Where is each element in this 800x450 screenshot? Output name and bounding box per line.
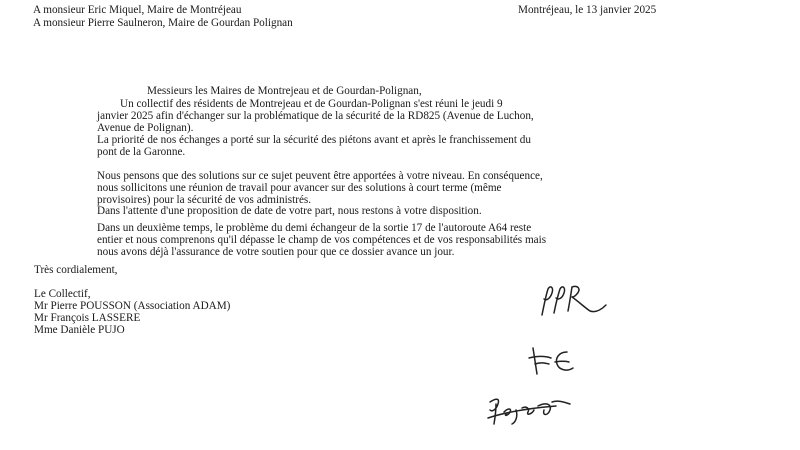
paragraph-line: janvier 2025 afin d'échanger sur la problématique de la sécurité de la RD825 (Avenue de Luchon, — [97, 110, 534, 122]
paragraph-line: Un collectif des résidents de Montrejeau et de Gourdan-Polignan s'est réuni le jeudi 9 — [120, 98, 503, 110]
paragraph-solutions — [97, 170, 543, 206]
paragraph-line: La priorité de nos échanges a porté sur la sécurité des piétons avant et après le franchissement du — [97, 134, 531, 146]
paragraph-line: nous avons déjà l'assurance de votre soutien pour que ce dossier avance un jour. — [97, 246, 455, 258]
paragraph-line: Dans l'attente d'une proposition de date de votre part, nous restons à votre disposition. — [97, 205, 482, 217]
signatory-pujo: Mme Danièle PUJO — [34, 324, 125, 336]
signature-pousson — [538, 283, 608, 319]
paragraph-interchange — [97, 222, 547, 258]
paragraph-line: Dans un deuxième temps, le problème du demi échangeur de la sortie 17 de l'autoroute A64 reste — [97, 222, 532, 234]
paragraph-line: entier et nous comprenons qu'il dépasse le champ de vos compétences et de vos responsabilités mais — [97, 234, 547, 246]
signatory-list — [34, 288, 230, 336]
paragraph-line: Nous pensons que des solutions sur ce sujet peuvent être apportées à votre niveau. En conséquence, — [97, 170, 543, 182]
recipient-line-1: A monsieur Eric Miquel, Maire de Montréjeau — [33, 4, 242, 16]
salutation: Messieurs les Maires de Montrejeau et de Gourdan-Polignan, — [147, 85, 422, 97]
paragraph-line: provisoires) pour la sécurité de vos administrés. — [97, 194, 312, 206]
paragraph-line: nous sollicitons une réunion de travail pour avancer sur des solutions à court terme (même — [97, 182, 502, 194]
paragraph-line: Avenue de Polignan). — [97, 122, 194, 134]
signatory-collective: Le Collectif, — [34, 288, 91, 300]
paragraph-priority — [97, 134, 531, 158]
closing: Très cordialement, — [34, 264, 118, 276]
paragraph-waiting — [97, 205, 482, 217]
paragraph-line: pont de la Garonne. — [97, 146, 186, 158]
signature-lassere — [527, 344, 577, 380]
paragraph-meeting — [97, 98, 534, 134]
signature-pujo — [486, 392, 574, 426]
recipient-line-2: A monsieur Pierre Saulneron, Maire de Gourdan Polignan — [33, 17, 293, 29]
signatory-pousson: Mr Pierre POUSSON (Association ADAM) — [34, 300, 231, 312]
place-and-date: Montréjeau, le 13 janvier 2025 — [518, 4, 657, 16]
signatory-lassere: Mr François LASSERE — [34, 312, 141, 324]
